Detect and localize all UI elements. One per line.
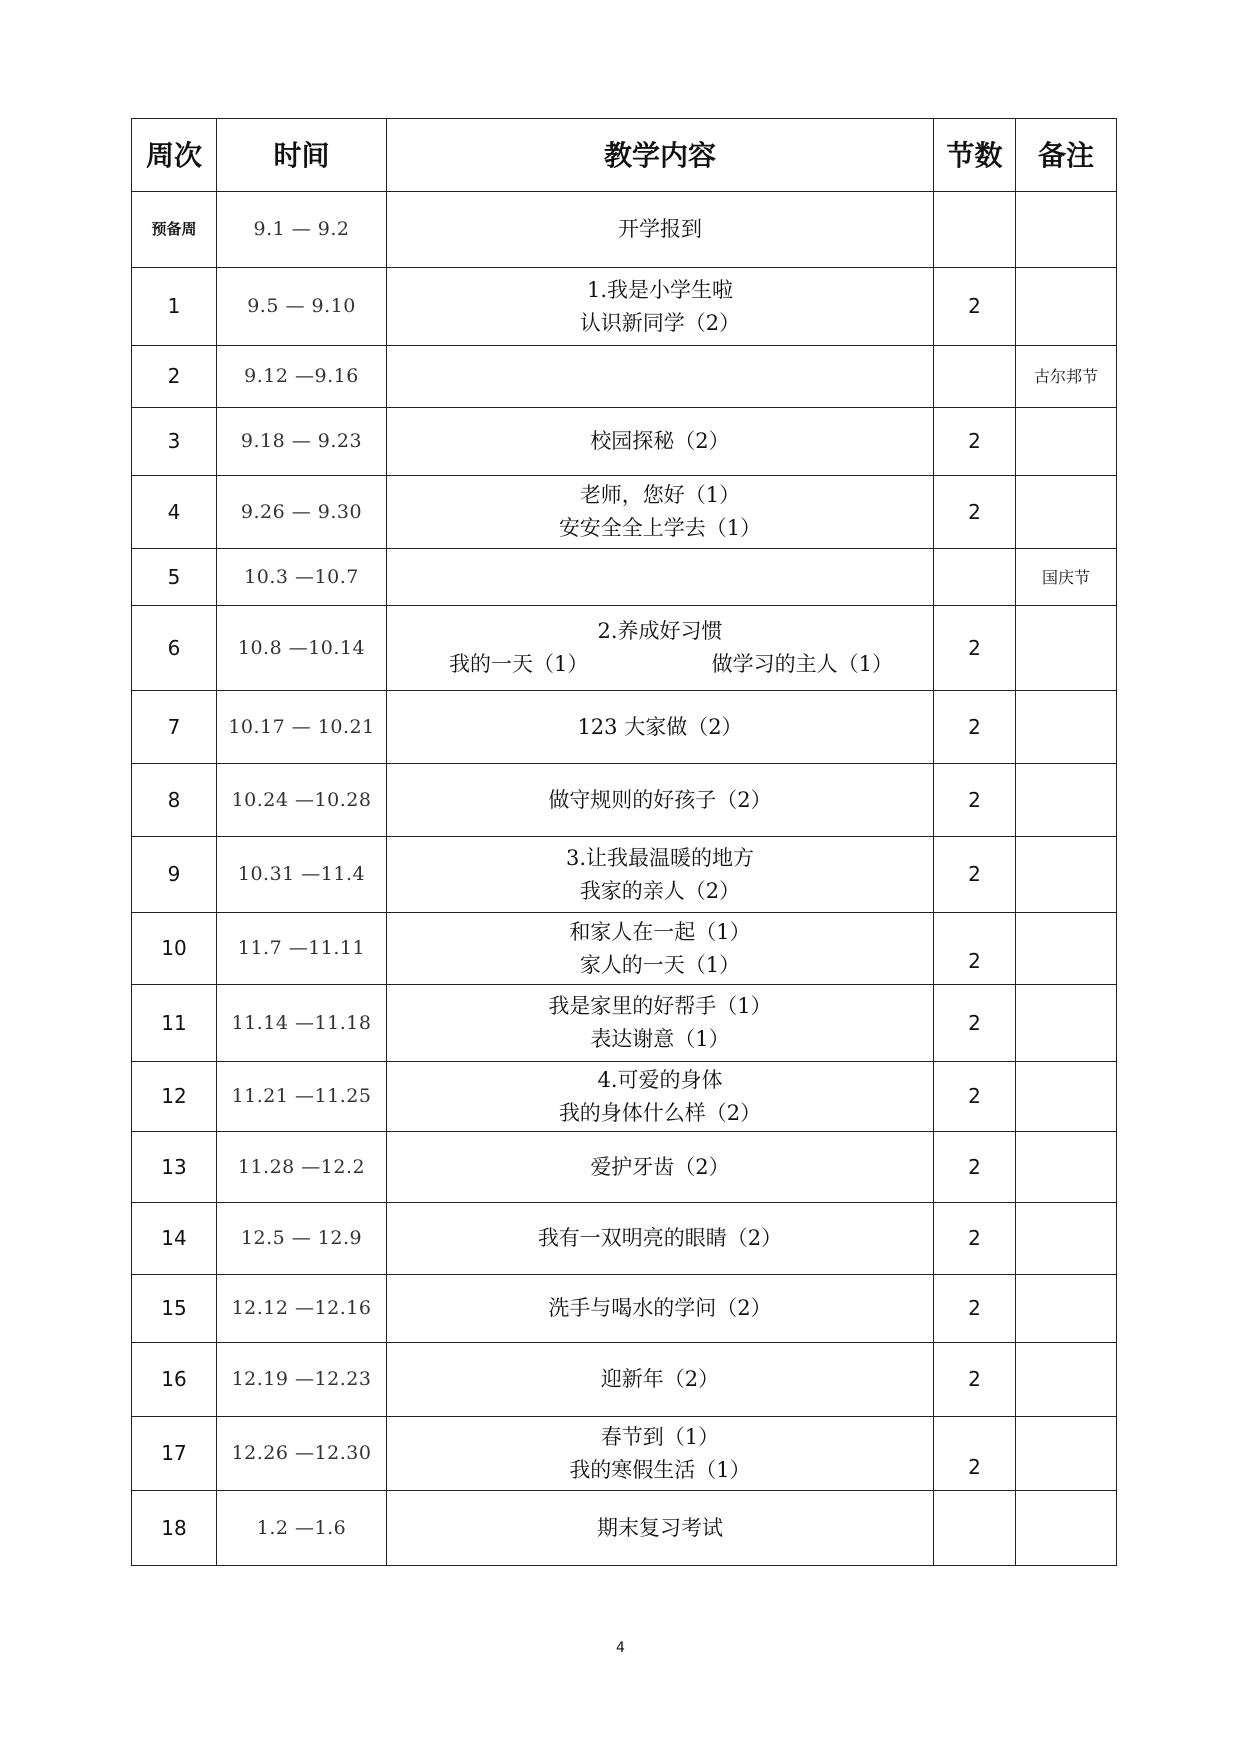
week-cell: 6 — [132, 606, 217, 691]
remark-cell — [1016, 1417, 1117, 1491]
date-cell: 10.24 —10.28 — [217, 764, 387, 837]
week-cell: 10 — [132, 913, 217, 985]
content-line: 春节到（1） — [600, 1424, 720, 1449]
content-cell — [387, 606, 934, 691]
content-line: 期末复习考试 — [597, 1515, 723, 1540]
content-line: 我的寒假生活（1） — [569, 1457, 751, 1482]
content-line: 2.养成好习惯 — [597, 619, 723, 643]
remark-cell — [1016, 1343, 1117, 1417]
remark-cell — [1016, 268, 1117, 346]
hours-cell — [934, 192, 1016, 268]
week-cell: 1 — [132, 268, 217, 346]
week-cell: 2 — [132, 346, 217, 408]
remark-cell — [1016, 1062, 1117, 1132]
content-line-pair — [387, 648, 933, 681]
content-line: 爱护牙齿（2） — [590, 1154, 730, 1179]
remark-cell — [1016, 764, 1117, 837]
hours-cell: 2 — [934, 837, 1016, 913]
remark-cell: 国庆节 — [1016, 549, 1117, 606]
remark-cell — [1016, 192, 1117, 268]
content-line: 老师，您好（1） — [579, 483, 741, 507]
table-row — [132, 764, 1117, 837]
table-row — [132, 268, 1117, 346]
week-cell: 3 — [132, 408, 217, 476]
date-cell: 10.31 —11.4 — [217, 837, 387, 913]
hours-cell: 2 — [934, 268, 1016, 346]
content-cell — [387, 1275, 934, 1343]
content-line: 迎新年（2） — [600, 1367, 720, 1391]
remark-cell — [1016, 985, 1117, 1062]
week-cell: 7 — [132, 691, 217, 764]
date-cell: 10.3 —10.7 — [217, 549, 387, 606]
header-remark: 备注 — [1016, 119, 1117, 192]
date-cell: 11.14 —11.18 — [217, 985, 387, 1062]
hours-cell — [934, 346, 1016, 408]
content-line: 123 大家做（2） — [577, 714, 743, 739]
content-cell — [387, 691, 934, 764]
content-line: 洗手与喝水的学问（2） — [548, 1296, 772, 1320]
date-cell: 12.19 —12.23 — [217, 1343, 387, 1417]
content-line: 校园探秘（2） — [590, 429, 730, 453]
date-cell: 10.8 —10.14 — [217, 606, 387, 691]
content-line: 4.可爱的身体 — [597, 1067, 723, 1092]
content-cell — [387, 192, 934, 268]
content-line: 1.我是小学生啦 — [586, 277, 734, 302]
table-row — [132, 192, 1117, 268]
date-cell: 10.17 — 10.21 — [217, 691, 387, 764]
table-row — [132, 691, 1117, 764]
week-cell: 4 — [132, 476, 217, 549]
teaching-schedule-table — [131, 118, 1117, 1566]
page-number: 4 — [616, 1640, 625, 1656]
header-week: 周次 — [132, 119, 217, 192]
week-cell: 5 — [132, 549, 217, 606]
hours-cell: 2 — [934, 985, 1016, 1062]
content-cell — [387, 549, 934, 606]
hours-cell: 2 — [934, 913, 1016, 985]
remark-cell: 古尔邦节 — [1016, 346, 1117, 408]
content-line: 做守规则的好孩子（2） — [548, 787, 772, 812]
content-lesson: 做学习的主人（1） — [711, 652, 893, 676]
hours-cell: 2 — [934, 1343, 1016, 1417]
header-content: 教学内容 — [387, 119, 934, 192]
remark-cell — [1016, 1132, 1117, 1203]
content-line: 和家人在一起（1） — [569, 919, 751, 944]
hours-cell: 2 — [934, 408, 1016, 476]
week-cell: 14 — [132, 1203, 217, 1275]
content-line: 开学报到 — [618, 217, 702, 241]
content-cell — [387, 476, 934, 549]
content-line: 我的身体什么样（2） — [558, 1100, 762, 1125]
remark-cell — [1016, 1491, 1117, 1566]
content-line: 我家的亲人（2） — [579, 878, 741, 903]
table-row — [132, 913, 1117, 985]
content-cell — [387, 1343, 934, 1417]
date-cell: 9.26 — 9.30 — [217, 476, 387, 549]
content-line: 我是家里的好帮手（1） — [548, 994, 772, 1018]
remark-cell — [1016, 1275, 1117, 1343]
content-line: 家人的一天（1） — [579, 952, 741, 977]
hours-cell: 2 — [934, 1203, 1016, 1275]
remark-cell — [1016, 913, 1117, 985]
content-cell — [387, 1062, 934, 1132]
content-lesson: 我的一天（1） — [449, 652, 589, 676]
hours-cell: 2 — [934, 476, 1016, 549]
hours-cell: 2 — [934, 606, 1016, 691]
table-row — [132, 985, 1117, 1062]
date-cell: 11.21 —11.25 — [217, 1062, 387, 1132]
content-cell — [387, 1491, 934, 1566]
hours-cell — [934, 1491, 1016, 1566]
content-cell — [387, 1417, 934, 1491]
week-cell: 预备周 — [132, 192, 217, 268]
content-line: 安安全全上学去（1） — [558, 516, 762, 540]
table-row — [132, 1132, 1117, 1203]
date-cell: 9.18 — 9.23 — [217, 408, 387, 476]
content-cell — [387, 913, 934, 985]
week-cell: 16 — [132, 1343, 217, 1417]
hours-cell: 2 — [934, 1132, 1016, 1203]
content-cell — [387, 1132, 934, 1203]
date-cell: 12.12 —12.16 — [217, 1275, 387, 1343]
hours-cell — [934, 549, 1016, 606]
week-cell: 11 — [132, 985, 217, 1062]
date-cell: 9.5 — 9.10 — [217, 268, 387, 346]
content-line: 3.让我最温暖的地方 — [565, 845, 755, 870]
content-cell — [387, 837, 934, 913]
hours-cell: 2 — [934, 691, 1016, 764]
date-cell: 11.7 —11.11 — [217, 913, 387, 985]
week-cell: 9 — [132, 837, 217, 913]
remark-cell — [1016, 1203, 1117, 1275]
content-cell — [387, 1203, 934, 1275]
hours-cell: 2 — [934, 1275, 1016, 1343]
hours-cell: 2 — [934, 1417, 1016, 1491]
week-cell: 12 — [132, 1062, 217, 1132]
week-cell: 18 — [132, 1491, 217, 1566]
content-cell — [387, 764, 934, 837]
remark-cell — [1016, 691, 1117, 764]
table-row — [132, 1417, 1117, 1491]
week-cell: 17 — [132, 1417, 217, 1491]
remark-cell — [1016, 408, 1117, 476]
date-cell: 11.28 —12.2 — [217, 1132, 387, 1203]
table-row — [132, 476, 1117, 549]
table-row — [132, 408, 1117, 476]
content-cell — [387, 268, 934, 346]
content-cell — [387, 985, 934, 1062]
table-row — [132, 1343, 1117, 1417]
hours-cell: 2 — [934, 764, 1016, 837]
week-cell: 15 — [132, 1275, 217, 1343]
table-row — [132, 1062, 1117, 1132]
header-time: 时间 — [217, 119, 387, 192]
table-row — [132, 1491, 1117, 1566]
week-cell: 13 — [132, 1132, 217, 1203]
content-line: 表达谢意（1） — [590, 1027, 730, 1051]
remark-cell — [1016, 476, 1117, 549]
content-cell — [387, 346, 934, 408]
remark-cell — [1016, 606, 1117, 691]
table-row — [132, 346, 1117, 408]
date-cell: 9.1 — 9.2 — [217, 192, 387, 268]
table-row — [132, 606, 1117, 691]
hours-cell: 2 — [934, 1062, 1016, 1132]
header-row — [132, 119, 1117, 192]
date-cell: 12.26 —12.30 — [217, 1417, 387, 1491]
date-cell: 1.2 —1.6 — [217, 1491, 387, 1566]
table-row — [132, 549, 1117, 606]
remark-cell — [1016, 837, 1117, 913]
date-cell: 12.5 — 12.9 — [217, 1203, 387, 1275]
content-line: 认识新同学（2） — [579, 310, 741, 335]
table-body — [132, 192, 1117, 1566]
date-cell: 9.12 —9.16 — [217, 346, 387, 408]
content-cell — [387, 408, 934, 476]
header-hours: 节数 — [934, 119, 1016, 192]
content-line: 我有一双明亮的眼睛（2） — [537, 1226, 783, 1250]
table-row — [132, 837, 1117, 913]
table-row — [132, 1203, 1117, 1275]
week-cell: 8 — [132, 764, 217, 837]
table-row — [132, 1275, 1117, 1343]
